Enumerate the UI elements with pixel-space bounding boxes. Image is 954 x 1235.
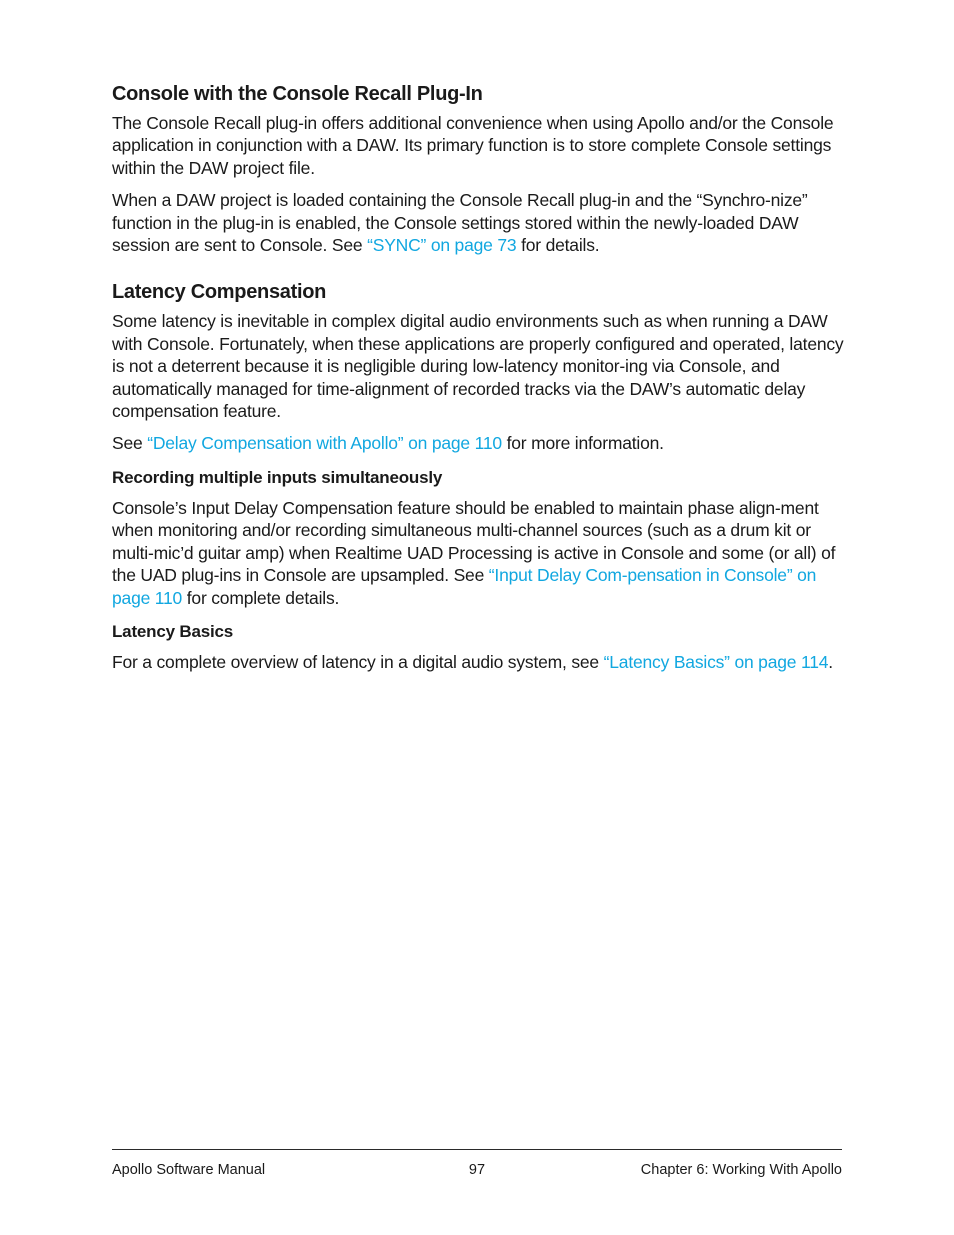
paragraph-input-delay-compensation: [112, 497, 844, 609]
footer-chapter-title: Chapter 6: Working With Apollo: [640, 1162, 842, 1178]
section-heading-latency-compensation: Latency Compensation: [112, 281, 327, 304]
text-run: When a DAW project is loaded containing the Console Recall plug-in and the “Synchro-nize” function in the plug-in is enabled, the Console settings stored within the newly-loaded DAW session are sent to Console. See: [112, 190, 808, 256]
text-run: for details.: [516, 235, 600, 256]
footer-page-number: 97: [468, 1162, 486, 1178]
page-footer: [112, 1160, 842, 1180]
text-run: Console’s Input Delay Compensation feature should be enabled to maintain phase align-ment when monitoring and/or recording simultaneous multi-channel sources (such as a drum kit or multi-mic’d guitar amp) when Realtime UAD Processing is active in Console and some (or all) of the UAD plug-ins in Console are upsampled. See: [112, 497, 836, 586]
link-delay-compensation-page-110[interactable]: “Delay Compensation with Apollo” on page 110: [147, 433, 502, 454]
subsection-heading-recording-multiple-inputs: Recording multiple inputs simultaneously: [112, 467, 443, 487]
paragraph-latency-basics: [112, 651, 844, 673]
text-run: for complete details.: [182, 587, 340, 608]
text-run: for more information.: [501, 433, 664, 454]
text-run: For a complete overview of latency in a digital audio system, see: [112, 651, 604, 672]
paragraph-console-recall-sync: [112, 189, 844, 256]
paragraph-latency-intro: Some latency is inevitable in complex digital audio environments such as when running a DAW with Console. Fortunately, when these applications are properly configured and operated, latency is not a deterrent because it is negligible during low-latency monitor-ing via Console, and automatically managed for time-alignment of recorded tracks via the DAW’s automatic delay compensation feature.: [112, 311, 844, 422]
link-latency-basics-page-114[interactable]: “Latency Basics” on page 114: [603, 651, 829, 672]
paragraph-latency-see: [112, 432, 844, 454]
footer-manual-title: Apollo Software Manual: [112, 1162, 266, 1178]
text-run: .: [828, 651, 833, 672]
section-heading-console-recall: Console with the Console Recall Plug-In: [112, 83, 483, 105]
subsection-heading-latency-basics: Latency Basics: [112, 621, 233, 641]
link-sync-page-73[interactable]: “SYNC” on page 73: [367, 235, 517, 256]
footer-divider: [112, 1149, 842, 1150]
paragraph-console-recall-intro: The Console Recall plug-in offers additional convenience when using Apollo and/or the Console application in conjunction with a DAW. Its primary function is to store complete Console settings within the DAW project file.: [112, 113, 834, 178]
link-input-delay-compensation-page-110[interactable]: “Input Delay Com-pensation in Console” on page 110: [112, 565, 817, 608]
text-run: See: [112, 433, 148, 454]
page-content: [112, 80, 844, 683]
